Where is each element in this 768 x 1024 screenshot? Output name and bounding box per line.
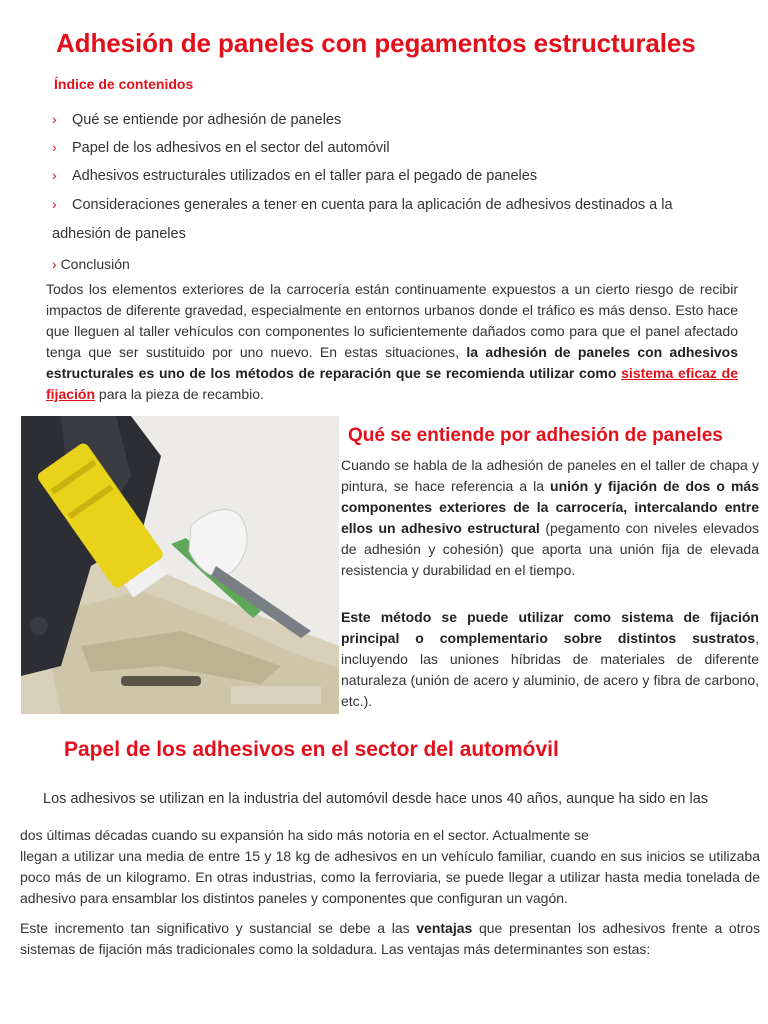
chevron-right-icon: › xyxy=(52,111,57,127)
section1-heading: Qué se entiende por adhesión de paneles xyxy=(348,425,723,446)
toc-item-4[interactable] xyxy=(52,196,673,213)
intro-paragraph xyxy=(46,279,738,405)
toc-heading: Índice de contenidos xyxy=(54,76,194,92)
intro-text-end: para la pieza de recambio. xyxy=(98,386,264,402)
section1-text: Cuando se habla de la adhesión de paneles en el taller de chapa y pintura, se hace referencia a la xyxy=(341,457,759,494)
toc-item-label[interactable]: Adhesivos estructurales utilizados en el taller para el pegado de paneles xyxy=(72,168,538,184)
toc-item-label[interactable]: adhesión de paneles xyxy=(52,226,186,242)
toc-item-label[interactable]: Consideraciones generales a tener en cuenta para la aplicación de adhesivos destinados a la xyxy=(72,197,673,213)
toc-item-1[interactable] xyxy=(52,111,341,128)
section2-line-2: dos últimas décadas cuando su expansión ha sido más notoria en el sector. Actualmente se xyxy=(20,827,589,843)
section1-bold-text: Este método se puede utilizar como sistema de fijación principal o complementario sobre distintos sustratos xyxy=(341,609,759,646)
toc-item-label[interactable]: Qué se entiende por adhesión de paneles xyxy=(72,112,342,128)
intro-text: Todos los elementos exteriores de la carrocería están continuamente expuestos a un cierto riesgo de recibir impactos de diferente gravedad, especialmente en entornos urbanos donde el tráfico es más denso. Esto hace que lleguen al taller vehículos con componentes lo suficientemente dañados como para que el panel afectado tenga que ser sustituido por uno nuevo. En estas situaciones, xyxy=(46,281,738,360)
toc-item-label[interactable]: Papel de los adhesivos en el sector del automóvil xyxy=(72,140,390,156)
adhesive-application-photo xyxy=(21,416,339,714)
advantages-bold-text: ventajas xyxy=(416,920,473,936)
chevron-right-icon: › xyxy=(52,256,57,272)
fixation-system-link[interactable]: sistema eficaz de fijación xyxy=(46,365,739,402)
technician-applying-adhesive-illustration xyxy=(21,416,339,714)
toc-item-2[interactable] xyxy=(52,139,390,156)
section1-text: , incluyendo las uniones híbridas de materiales de diferente naturaleza (unión de acero y aluminio, de acero y fibra de carbono, etc.). xyxy=(341,630,759,709)
section1-text: (pegamento con niveles elevados de adhesión y cohesión) que aporta una unión fija de elevada resistencia y durabilidad en el tiempo. xyxy=(341,520,759,578)
section1-paragraph-1 xyxy=(341,455,759,581)
intro-bold-text: la adhesión de paneles con adhesivos estructurales es uno de los métodos de reparación que se recomienda utilizar como xyxy=(46,344,739,381)
section2-paragraph-3: llegan a utilizar una media de entre 15 y 18 kg de adhesivos en un vehículo familiar, cuando en sus inicios se utilizaba poco más de un kilogramo. En otras industrias, como la ferroviaria, se puede llegar a utilizar hasta media tonelada de adhesivo para ensamblar los distintos paneles y componentes que configuran un vagón. xyxy=(20,848,760,906)
section1-bold-text: unión y fijación de dos o más componentes exteriores de la carrocería, intercalando entre ellos un adhesivo estructural xyxy=(341,478,759,536)
chevron-right-icon: › xyxy=(52,167,57,183)
section2-text: que presentan los adhesivos frente a otros sistemas de fijación más tradicionales como la soldadura. Las ventajas más determinantes son estas: xyxy=(20,920,760,957)
page-title: Adhesión de paneles con pegamentos estructurales xyxy=(56,28,696,58)
section2-paragraph-4 xyxy=(20,918,760,960)
section1-paragraph-2 xyxy=(341,607,759,712)
section2-heading: Papel de los adhesivos en el sector del automóvil xyxy=(64,738,559,761)
toc-item-5[interactable] xyxy=(52,256,130,272)
toc-item-4-continuation[interactable] xyxy=(52,226,186,242)
toc-item-3[interactable] xyxy=(52,167,537,184)
section2-line-1: Los adhesivos se utilizan en la industria del automóvil desde hace unos 40 años, aunque ha sido en las xyxy=(43,791,709,807)
toc-item-label[interactable]: Conclusión xyxy=(60,256,130,272)
chevron-right-icon: › xyxy=(52,139,57,155)
chevron-right-icon: › xyxy=(52,196,57,212)
section2-text: Este incremento tan significativo y sustancial se debe a las xyxy=(20,920,410,936)
